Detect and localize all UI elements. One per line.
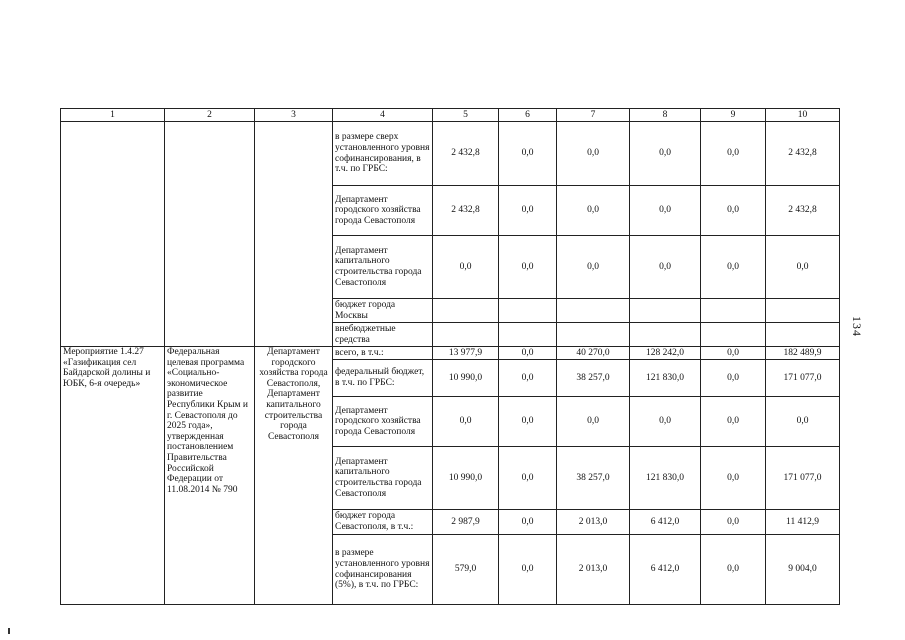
value-cell: 0,0: [499, 360, 557, 397]
row-label: в размере установленного уровня софинансирования (5%), в т.ч. по ГРБС:: [333, 535, 433, 605]
value-cell: 2 013,0: [557, 510, 630, 535]
budget-table: [60, 108, 840, 605]
value-cell: 2 432,8: [766, 122, 840, 186]
value-cell: 9 004,0: [766, 535, 840, 605]
value-cell: 6 412,0: [630, 510, 701, 535]
table-row: [61, 347, 840, 360]
header-cell: 1: [61, 109, 165, 122]
value-cell: 0,0: [499, 347, 557, 360]
value-cell: 2 432,8: [433, 186, 499, 236]
header-cell: 10: [766, 109, 840, 122]
row-label: бюджет города Севастополя, в т.ч.:: [333, 510, 433, 535]
value-cell: 0,0: [630, 236, 701, 299]
value-cell: 0,0: [701, 360, 766, 397]
empty-cell: [165, 122, 255, 347]
value-cell: 40 270,0: [557, 347, 630, 360]
value-cell: 0,0: [499, 186, 557, 236]
value-cell: 579,0: [433, 535, 499, 605]
value-cell: 0,0: [701, 397, 766, 447]
value-cell: [499, 323, 557, 347]
value-cell: 0,0: [499, 510, 557, 535]
value-cell: 6 412,0: [630, 535, 701, 605]
value-cell: 0,0: [766, 236, 840, 299]
value-cell: 0,0: [499, 122, 557, 186]
header-cell: 5: [433, 109, 499, 122]
value-cell: [766, 299, 840, 323]
value-cell: [433, 299, 499, 323]
value-cell: 38 257,0: [557, 447, 630, 510]
value-cell: 2 432,8: [433, 122, 499, 186]
value-cell: 0,0: [499, 447, 557, 510]
value-cell: 128 242,0: [630, 347, 701, 360]
row-label: внебюджетные средства: [333, 323, 433, 347]
value-cell: 13 977,9: [433, 347, 499, 360]
value-cell: 121 830,0: [630, 447, 701, 510]
value-cell: 38 257,0: [557, 360, 630, 397]
header-cell: 4: [333, 109, 433, 122]
value-cell: 11 412,9: [766, 510, 840, 535]
header-cell: 7: [557, 109, 630, 122]
header-cell: 2: [165, 109, 255, 122]
value-cell: 10 990,0: [433, 447, 499, 510]
row-label: Департамент городского хозяйства города Севастополя: [333, 186, 433, 236]
header-cell: 6: [499, 109, 557, 122]
value-cell: 0,0: [433, 397, 499, 447]
empty-cell: [255, 122, 333, 347]
margin-mark: [8, 628, 10, 634]
row-label: бюджет города Москвы: [333, 299, 433, 323]
value-cell: 2 432,8: [766, 186, 840, 236]
value-cell: 0,0: [701, 447, 766, 510]
value-cell: 0,0: [701, 236, 766, 299]
value-cell: 0,0: [499, 236, 557, 299]
value-cell: [557, 323, 630, 347]
value-cell: [630, 299, 701, 323]
header-row: [61, 109, 840, 122]
value-cell: [701, 299, 766, 323]
value-cell: 2 013,0: [557, 535, 630, 605]
row-label: Департамент капитального строительства города Севастополя: [333, 447, 433, 510]
value-cell: 0,0: [701, 347, 766, 360]
value-cell: 0,0: [766, 397, 840, 447]
value-cell: [557, 299, 630, 323]
value-cell: 2 987,9: [433, 510, 499, 535]
value-cell: 182 489,9: [766, 347, 840, 360]
row-label: Департамент городского хозяйства города Севастополя: [333, 397, 433, 447]
executors: Департамент городского хозяйства города Севастополя, Департамент капитального строительства города Севастополя: [255, 347, 333, 605]
value-cell: [766, 323, 840, 347]
value-cell: [499, 299, 557, 323]
header-cell: 8: [630, 109, 701, 122]
value-cell: 0,0: [557, 122, 630, 186]
value-cell: 0,0: [557, 397, 630, 447]
value-cell: 0,0: [630, 122, 701, 186]
value-cell: 0,0: [701, 186, 766, 236]
header-cell: 9: [701, 109, 766, 122]
value-cell: 0,0: [499, 397, 557, 447]
value-cell: [433, 323, 499, 347]
value-cell: 0,0: [701, 510, 766, 535]
header-cell: 3: [255, 109, 333, 122]
value-cell: 0,0: [701, 122, 766, 186]
value-cell: 0,0: [630, 186, 701, 236]
row-label: Департамент капитального строительства города Севастополя: [333, 236, 433, 299]
value-cell: 0,0: [557, 186, 630, 236]
page-number: 134: [850, 316, 864, 337]
value-cell: [701, 323, 766, 347]
table-row: [61, 122, 840, 186]
value-cell: 0,0: [499, 535, 557, 605]
value-cell: 10 990,0: [433, 360, 499, 397]
value-cell: 171 077,0: [766, 360, 840, 397]
value-cell: 0,0: [630, 397, 701, 447]
row-label: в размере сверх установленного уровня софинансирования, в т.ч. по ГРБС:: [333, 122, 433, 186]
program-name: Федеральная целевая программа «Социально-экономическое развитие Республики Крым и г. Севастополя до 2025 года», утвержденная постановлением Правительства Российской Федерации от 11.08.2014 № 790: [165, 347, 255, 605]
row-label: всего, в т.ч.:: [333, 347, 433, 360]
measure-name: Мероприятие 1.4.27 «Газификация сел Байдарской долины и ЮБК, 6-я очередь»: [61, 347, 165, 605]
value-cell: 0,0: [557, 236, 630, 299]
row-label: федеральный бюджет, в т.ч. по ГРБС:: [333, 360, 433, 397]
value-cell: 0,0: [701, 535, 766, 605]
value-cell: 171 077,0: [766, 447, 840, 510]
value-cell: 0,0: [433, 236, 499, 299]
value-cell: [630, 323, 701, 347]
empty-cell: [61, 122, 165, 347]
value-cell: 121 830,0: [630, 360, 701, 397]
